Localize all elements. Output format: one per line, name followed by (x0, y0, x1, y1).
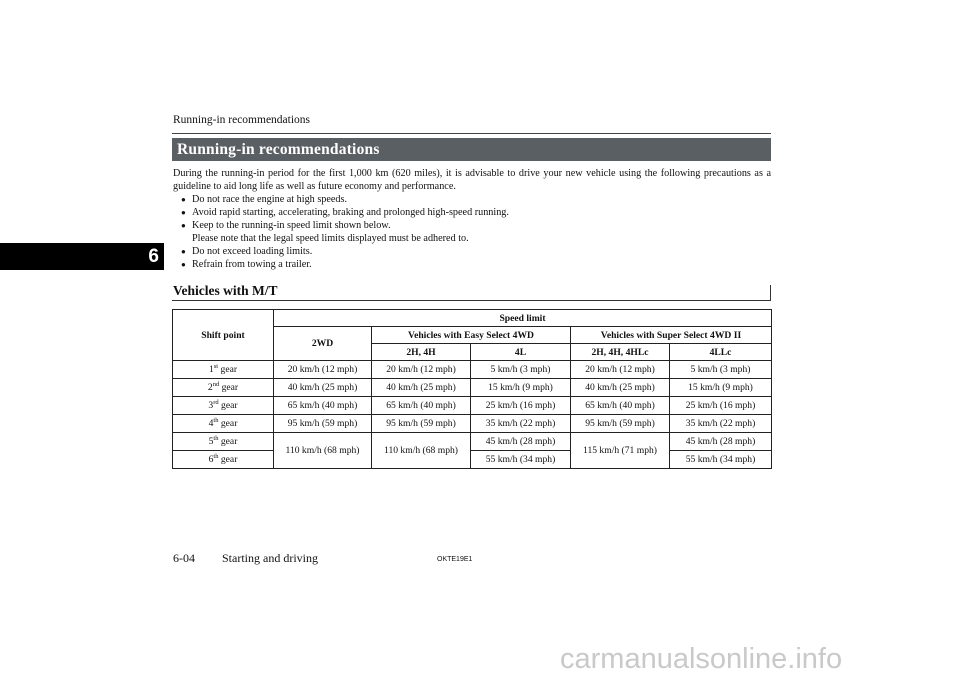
legal-note: Please note that the legal speed limits displayed must be adhered to. (192, 233, 469, 244)
cell-super-2h4h4hlc: 40 km/h (25 mph) (571, 379, 670, 397)
bullet-icon: ● (181, 195, 186, 204)
cell-2wd: 95 km/h (59 mph) (274, 415, 372, 433)
page-number: 6-04 (173, 551, 195, 565)
header-speed-limit: Speed limit (274, 310, 772, 327)
cell-easy-2h4h: 40 km/h (25 mph) (372, 379, 471, 397)
cell-easy-4l: 25 km/h (16 mph) (471, 397, 571, 415)
list-item: ● Keep to the running-in speed limit shown below. Please note that the legal speed limits displayed must be adhered to. (181, 220, 469, 244)
table-row (173, 433, 772, 451)
list-item: ● Avoid rapid starting, accelerating, braking and prolonged high-speed running. (181, 207, 509, 218)
bullet-icon: ● (181, 221, 186, 230)
table-row (173, 397, 772, 415)
cell-easy-4l: 55 km/h (34 mph) (471, 451, 571, 469)
section-title: Vehicles with M/T (173, 283, 278, 298)
table-row (173, 451, 772, 469)
cell-super-4llc: 25 km/h (16 mph) (670, 397, 772, 415)
speed-limit-table (172, 309, 772, 469)
header-super-2h4h4hlc: 2H, 4H, 4HLc (571, 344, 670, 361)
cell-easy-4l: 45 km/h (28 mph) (471, 433, 571, 451)
header-easy-select: Vehicles with Easy Select 4WD (372, 327, 571, 344)
section-rule-end (770, 285, 771, 301)
table-row (173, 379, 772, 397)
gear-cell: 4th gear (173, 415, 274, 433)
list-item: ● Refrain from towing a trailer. (181, 259, 312, 270)
gear-cell: 5th gear (173, 433, 274, 451)
cell-super-4llc: 15 km/h (9 mph) (670, 379, 772, 397)
list-item: ● Do not race the engine at high speeds. (181, 194, 348, 205)
document-code: OKTE19E1 (437, 556, 473, 563)
cell-easy-4l: 5 km/h (3 mph) (471, 361, 571, 379)
gear-cell: 2nd gear (173, 379, 274, 397)
chapter-tab: 6 (0, 243, 164, 270)
header-super-select: Vehicles with Super Select 4WD II (571, 327, 772, 344)
cell-super-4llc: 45 km/h (28 mph) (670, 433, 772, 451)
section-rule (172, 300, 771, 301)
header-super-4llc: 4LLc (670, 344, 772, 361)
header-rule (172, 133, 771, 134)
header-2wd: 2WD (274, 327, 372, 361)
bullet-icon: ● (181, 208, 186, 217)
running-header: Running-in recommendations (173, 114, 311, 126)
cell-2wd: 40 km/h (25 mph) (274, 379, 372, 397)
gear-cell: 3rd gear (173, 397, 274, 415)
list-item: ● Do not exceed loading limits. (181, 246, 313, 257)
cell-super-2h4h4hlc: 115 km/h (71 mph) (571, 433, 670, 469)
cell-easy-2h4h: 65 km/h (40 mph) (372, 397, 471, 415)
bullet-icon: ● (181, 260, 186, 269)
cell-easy-4l: 15 km/h (9 mph) (471, 379, 571, 397)
gear-cell: 6th gear (173, 451, 274, 469)
cell-easy-2h4h: 95 km/h (59 mph) (372, 415, 471, 433)
cell-2wd: 110 km/h (68 mph) (274, 433, 372, 469)
watermark: carmanualsonline.info (560, 643, 843, 675)
cell-2wd: 20 km/h (12 mph) (274, 361, 372, 379)
cell-super-4llc: 35 km/h (22 mph) (670, 415, 772, 433)
cell-super-2h4h4hlc: 20 km/h (12 mph) (571, 361, 670, 379)
intro-paragraph: During the running-in period for the first 1,000 km (620 miles), it is advisable to drive your new vehicle using the following precautions as a guideline to aid long life as well as future economy and performance. (173, 168, 771, 192)
cell-super-4llc: 5 km/h (3 mph) (670, 361, 772, 379)
header-easy-2h4h: 2H, 4H (372, 344, 471, 361)
precaution-list (181, 193, 771, 271)
bullet-icon: ● (181, 247, 186, 256)
page-title: Running-in recommendations (172, 138, 771, 161)
header-shift-point: Shift point (173, 310, 274, 361)
header-easy-4l: 4L (471, 344, 571, 361)
cell-2wd: 65 km/h (40 mph) (274, 397, 372, 415)
footer-chapter: Starting and driving (222, 551, 318, 565)
gear-cell: 1st gear (173, 361, 274, 379)
cell-easy-2h4h: 20 km/h (12 mph) (372, 361, 471, 379)
cell-super-4llc: 55 km/h (34 mph) (670, 451, 772, 469)
cell-easy-2h4h: 110 km/h (68 mph) (372, 433, 471, 469)
table-row (173, 361, 772, 379)
table-row (173, 415, 772, 433)
cell-super-2h4h4hlc: 95 km/h (59 mph) (571, 415, 670, 433)
cell-easy-4l: 35 km/h (22 mph) (471, 415, 571, 433)
cell-super-2h4h4hlc: 65 km/h (40 mph) (571, 397, 670, 415)
